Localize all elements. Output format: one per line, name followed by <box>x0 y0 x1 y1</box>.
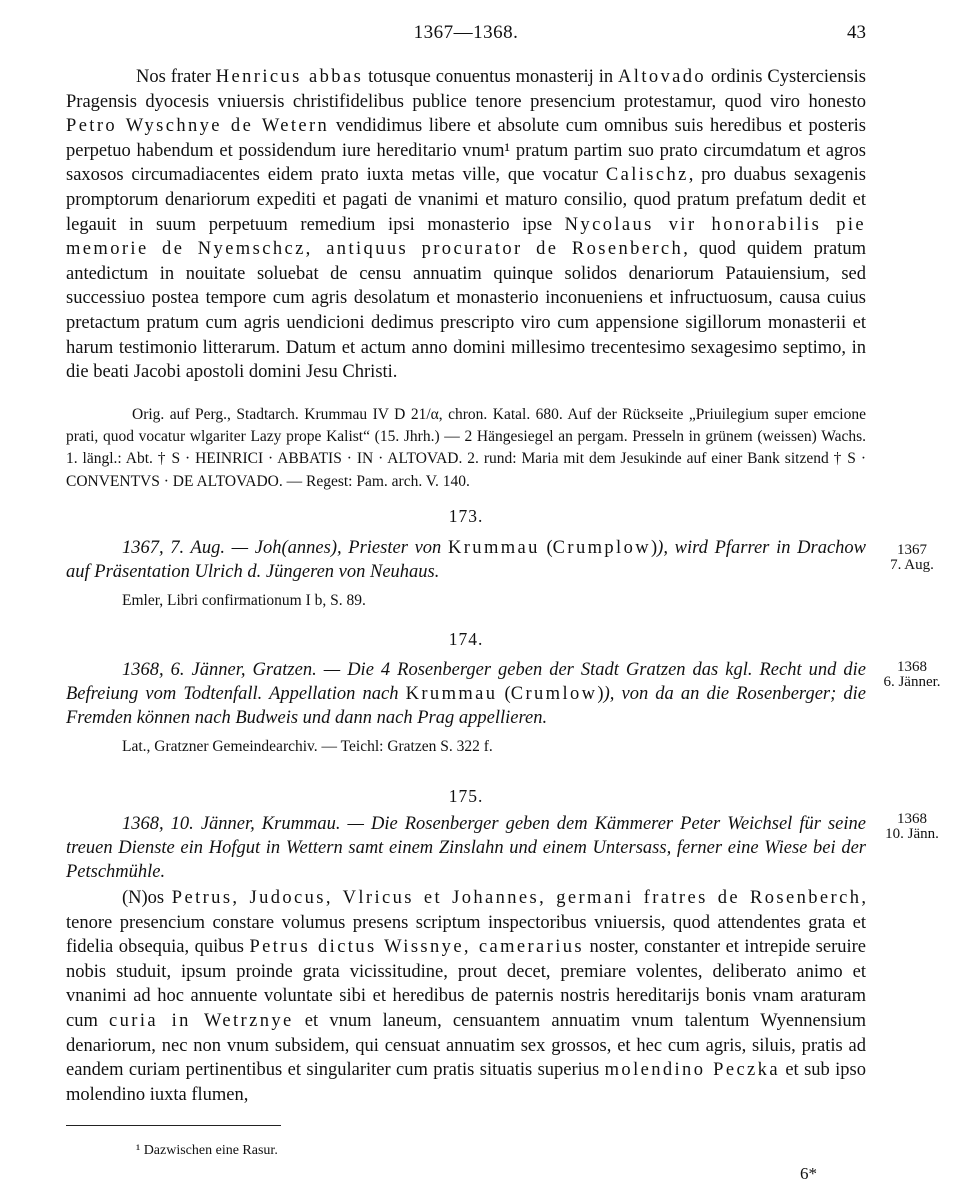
doc-175-heading <box>66 786 866 810</box>
doc-175-regest: 1368, 10. Jänner, Krummau. — Die Rosenberger geben dem Kämmerer Peter Weichsel für seine treuen Dienste ein Hofgut in Wettern samt einem Zinslahn und einem Untersass, ferner eine Wiese bei der Petschmühle. <box>66 814 866 882</box>
footnote-rule <box>66 1125 281 1126</box>
charter-text-172: Nos frater Henricus abbas totusque conuentus monasterij in Altovado ordinis Cysterciensis Pragensis dyocesis vniuersis christifidelibus publice tenore presencium protestamur, quod viro honesto Petro Wyschnye de Wetern vendidimus libere et absolute cum omnibus suis heredibus et posteris perpetuo habendum et possidendum iure hereditario vnum¹ pratum partim suo prato circumdatum et agros saxosos circumadiacentes eidem prato iuxta metas ville, que vocatur Calischz, pro duabus sexagenis promptorum denariorum expediti et pagati de vnanimi et maturo consilio, quod pratum prefatum dedit et legauit in suum perpetuum remedium ipsi monasterio ipse Nycolaus vir honorabilis pie memorie de Nyemschcz, antiquus procurator de Rosenberch, quod quidem pratum antedictum in nouitate soluebat de censu annuatim quinque solidos denariorum Patauiensium, sed successiuo postea tempore cum agris desolatum et monasterio inconueniens et infructuosum, causa cuius pretactum pratum cum agris uendicioni dedimus prescripto viro cum appensione sigillorum monasterii et harum testimonio litterarum. Datum et actum anno domini millesimo trecentesimo sexagesimo septimo, in die beati Jacobi apostoli domini Jesu Christi. <box>66 67 867 383</box>
signature-mark: 6* <box>800 1164 817 1183</box>
doc-number: 174. <box>448 629 484 649</box>
page-number: 43 <box>847 22 866 43</box>
charter-text-175: (N)os Petrus, Judocus, Vlricus et Johannes, germani fratres de Rosenberch, tenore presencium constare volumus presens scriptum inspectoribus vniuersis, quod attendentes grata et fidelia obsequia, quibus Petrus dictus Wissnye, camerarius noster, constanter et intrepide seruire nobis studuit, ipsum proinde grata vicissitudine, prout decet, premiare volentes, deliberato animo et vnanimi ad hoc annuente voluntate sibi et heredibus de paternis nostris hereditarijs bonis vnam araturam cum curia in Wetrznye et vnum laneum, censuantem annuatim vnum talentum Wyennensium denariorum, nec non vnum subsidem, qui censuat annuatim sex grossos, et hec cum agris, siluis, pratis ad eandem curiam pertinentibus et singulariter cum pratis situatis superius molendino Peczka et sub ipso molendino iuxta flumen, <box>66 888 867 1105</box>
doc-175-margin-date: 1368 10. Jänn. <box>885 811 939 842</box>
running-header <box>66 22 866 46</box>
doc-174-margin-date: 1368 6. Jänner. <box>883 659 941 690</box>
doc-number: 173. <box>448 506 484 526</box>
header-years: 1367—1368. <box>413 22 519 43</box>
footnote: ¹ Dazwischen eine Rasur. <box>136 1143 278 1158</box>
doc-173-heading <box>66 506 866 530</box>
doc-174-regest: 1368, 6. Jänner, Gratzen. — Die 4 Rosenberger geben der Stadt Gratzen das kgl. Recht und die Befreiung vom Todtenfall. Appellation nach Krummau (Crumlow)), von da an die Rosenberger; die Fremden können nach Budweis und dann nach Prag appellieren. <box>66 660 866 728</box>
charter-note-172: Orig. auf Perg., Stadtarch. Krummau IV D 21/α, chron. Katal. 680. Auf der Rückseite „Priuilegium super emcione prati, quod vocatur wlgariter Lazy prope Kalist“ (15. Jhrh.) — 2 Hängesiegel an pergam. Presseln in grünem (weissen) Wachs. 1. längl.: Abt. † S · HEINRICI · ABBATIS · IN · ALTOVAD. 2. rund: Maria mit dem Jesukinde auf einer Bank sitzend † S · CONVENTVS · DE ALTOVADO. — Regest: Pam. arch. V. 140. <box>66 406 866 490</box>
doc-173-source: Emler, Libri confirmationum I b, S. 89. <box>122 592 366 609</box>
doc-174-heading <box>66 629 866 653</box>
doc-173-regest: 1367, 7. Aug. — Joh(annes), Priester von Krummau (Crumplow)), wird Pfarrer in Drachow auf Präsentation Ulrich d. Jüngeren von Neuhaus. <box>66 538 867 582</box>
doc-number: 175. <box>448 786 484 806</box>
doc-173-margin-date: 1367 7. Aug. <box>890 542 934 573</box>
doc-174-source: Lat., Gratzner Gemeindearchiv. — Teichl: Gratzen S. 322 f. <box>122 738 493 755</box>
